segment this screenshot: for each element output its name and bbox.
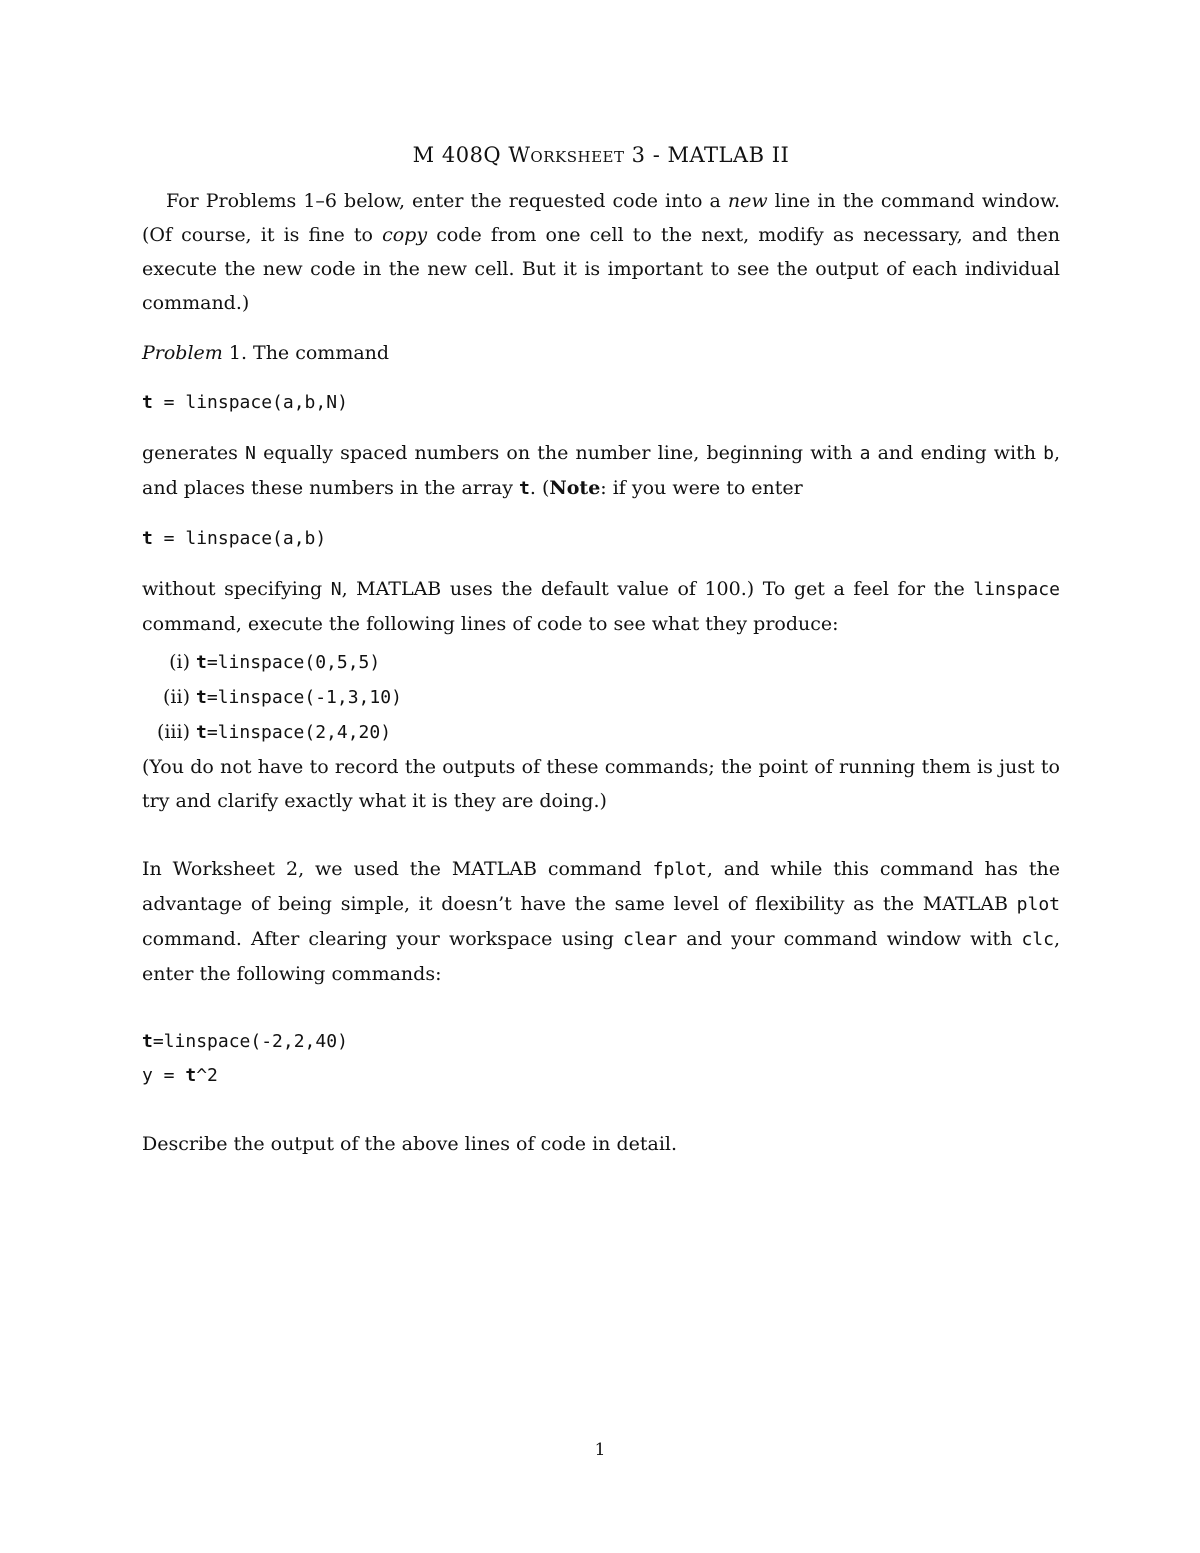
list-item bbox=[142, 715, 1060, 750]
code-n: N bbox=[330, 579, 342, 600]
code-rest: =linspace(-2,2,40) bbox=[152, 1031, 348, 1052]
code-linspace-abn bbox=[142, 386, 1060, 420]
default-value-paragraph bbox=[142, 572, 1060, 641]
final-instruction: Describe the output of the above lines of code in detail. bbox=[142, 1133, 678, 1155]
code-plot: plot bbox=[1016, 894, 1060, 915]
desc-text: and ending with bbox=[870, 442, 1044, 464]
page-title bbox=[142, 140, 1060, 170]
title-smallcaps: Worksheet 3 bbox=[508, 143, 646, 167]
code-pre: y = bbox=[142, 1065, 186, 1086]
intro-emphasis-copy: copy bbox=[382, 224, 428, 246]
desc-text: In Worksheet 2, we used the MATLAB command bbox=[142, 858, 653, 880]
code-post: ^2 bbox=[196, 1065, 218, 1086]
code-fplot: fplot bbox=[652, 859, 707, 880]
linspace-examples-list bbox=[142, 645, 1060, 750]
desc-text: , enter the following commands: bbox=[142, 928, 1060, 985]
title-prefix: M 408Q bbox=[412, 143, 509, 167]
worksheet2-paragraph bbox=[142, 852, 1060, 991]
code-square bbox=[142, 1059, 1060, 1093]
code-clc: clc bbox=[1021, 929, 1054, 950]
code-var: t bbox=[142, 1031, 153, 1052]
list-item bbox=[142, 645, 1060, 680]
intro-paragraph bbox=[142, 184, 1060, 320]
desc-text: . ( bbox=[529, 477, 550, 499]
code-var: t bbox=[142, 528, 153, 549]
intro-text-3: code from one cell to the next, modify as necessary, and then execute the new code in the new cell. But it is important to see the output of each individual command.) bbox=[142, 224, 1060, 314]
problem-label: Problem bbox=[142, 342, 223, 364]
title-suffix: - MATLAB II bbox=[645, 143, 790, 167]
code-clear: clear bbox=[623, 929, 678, 950]
intro-text-2: line in the command window. (Of course, it is fine to bbox=[142, 190, 1060, 246]
list-item-number: (iii) bbox=[156, 721, 190, 743]
intro-emphasis-new: new bbox=[727, 190, 768, 212]
desc-text: , and places these numbers in the array bbox=[142, 442, 1061, 499]
code-var: t bbox=[196, 687, 207, 708]
intro-text-1: For Problems 1–6 below, enter the requested code into a bbox=[166, 190, 728, 212]
code-a: a bbox=[859, 443, 871, 464]
linspace-description bbox=[142, 436, 1060, 506]
list-item-number: (i) bbox=[169, 651, 190, 673]
page-number: 1 bbox=[594, 1440, 606, 1460]
desc-text: , MATLAB uses the default value of 100.) To get a feel for the bbox=[341, 578, 974, 600]
desc-text: without specifying bbox=[142, 578, 331, 600]
code-rest: =linspace(0,5,5) bbox=[206, 652, 381, 673]
desc-text: command. After clearing your workspace using bbox=[142, 928, 624, 950]
desc-text: command, execute the following lines of code to see what they produce: bbox=[142, 613, 839, 635]
problem-lead: The command bbox=[246, 342, 390, 364]
problem-number: 1. bbox=[222, 342, 247, 364]
code-linspace: linspace bbox=[973, 579, 1060, 600]
code-b: b bbox=[1043, 443, 1054, 464]
after-list-paragraph: (You do not have to record the outputs of these commands; the point of running them is just to try and clarify exactly what it is they are doing.) bbox=[142, 756, 1060, 812]
note-label: Note bbox=[549, 477, 601, 499]
desc-text: and your command window with bbox=[677, 928, 1022, 950]
code-t: t bbox=[519, 478, 530, 499]
code-var: t bbox=[196, 722, 207, 743]
code-var: t bbox=[196, 652, 207, 673]
code-linspace-ab bbox=[142, 522, 1060, 556]
desc-text: : if you were to enter bbox=[600, 477, 803, 499]
code-var: t bbox=[142, 392, 153, 413]
desc-text: , and while this command has the advantage of being simple, it doesn’t have the same level of flexibility as the MATLAB bbox=[142, 858, 1060, 915]
code-rest: =linspace(2,4,20) bbox=[206, 722, 392, 743]
code-var: t bbox=[185, 1065, 197, 1086]
code-rest: = linspace(a,b) bbox=[152, 528, 327, 549]
code-n: N bbox=[245, 443, 256, 464]
desc-text: equally spaced numbers on the number line, beginning with bbox=[255, 442, 860, 464]
list-item-number: (ii) bbox=[163, 686, 190, 708]
code-rest: =linspace(-1,3,10) bbox=[206, 687, 402, 708]
code-rest: = linspace(a,b,N) bbox=[152, 392, 348, 413]
list-item bbox=[142, 680, 1060, 715]
desc-text: generates bbox=[142, 442, 246, 464]
problem1-heading bbox=[142, 336, 1060, 370]
worksheet-page bbox=[142, 140, 1060, 1161]
code-linspace-plot bbox=[142, 1025, 1060, 1059]
